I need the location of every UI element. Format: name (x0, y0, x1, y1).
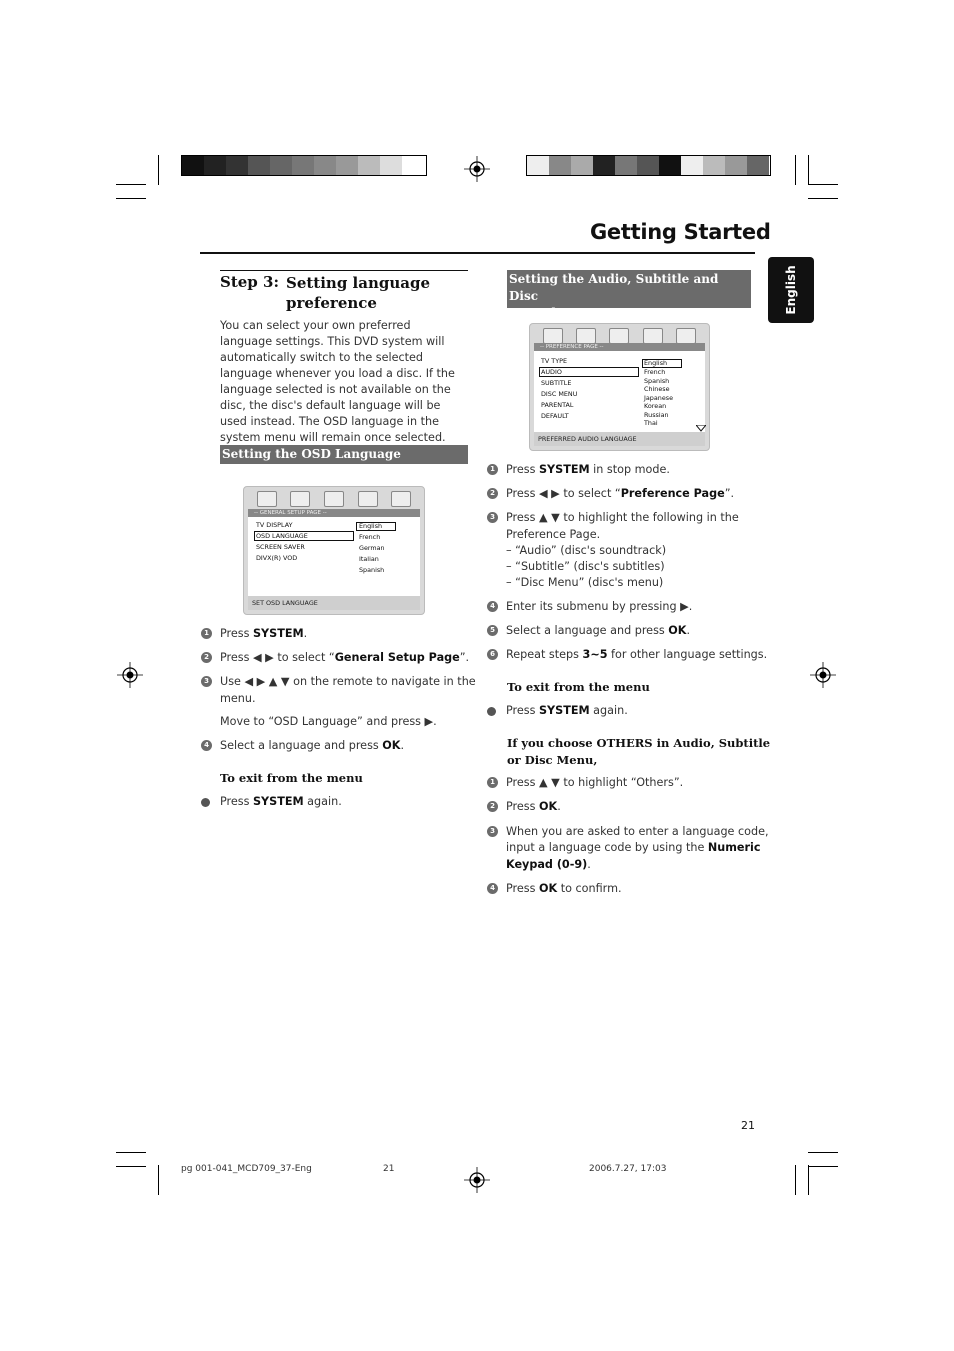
step-bullet: 5 (487, 625, 498, 636)
step-text: Select a language and press OK. (220, 739, 405, 752)
step-bullet: 3 (487, 512, 498, 523)
menu-option: Chinese (644, 385, 670, 393)
step-text-cont: – “Disc Menu” (disc's menu) (506, 576, 664, 589)
step-text: Select a language and press OK. (506, 624, 691, 637)
step-bullet: 2 (487, 801, 498, 812)
menu-item: SCREEN SAVER (256, 543, 305, 551)
crop-mark (795, 1165, 796, 1195)
menu-option: French (644, 368, 666, 376)
section-title-audio (507, 270, 751, 320)
step-bullet: 4 (487, 601, 498, 612)
intro-paragraph: You can select your own preferred language settings. This DVD system will automatically switch to the selected language whenever you load a disc. If the language selected is not available on the disc, the disc's default language will be used instead. The OSD language in the system menu will remain once selected. (220, 319, 455, 444)
menu-option: German (359, 544, 385, 552)
language-tab (768, 257, 814, 323)
registration-mark-icon (464, 1167, 490, 1193)
speaker-icon (609, 328, 629, 344)
menu-item: DIVX(R) VOD (256, 554, 298, 562)
step-text: Press ▲ ▼ to highlight “Others”. (506, 776, 684, 789)
exit-step: Press SYSTEM again. (506, 704, 628, 717)
osd-menu-screenshot (243, 486, 425, 615)
crop-mark (158, 155, 159, 185)
footer-page: 21 (383, 1164, 395, 1174)
menu-item: DEFAULT (541, 412, 569, 420)
step-title: Setting language preference (286, 274, 431, 312)
step-text-move: Move to “OSD Language” and press ▶. (220, 715, 437, 728)
tv-icon (543, 328, 563, 344)
section-title-osd: Setting the OSD Language (220, 445, 468, 464)
bullet-dot (487, 707, 496, 716)
step-text-cont: Keypad (0-9). (506, 858, 591, 871)
picture-icon (358, 491, 378, 507)
step-text: When you are asked to enter a language code, (506, 825, 769, 838)
step-text-cont: – “Subtitle” (disc's subtitles) (506, 560, 665, 573)
menu-body (248, 517, 420, 599)
menu-footer: SET OSD LANGUAGE (248, 596, 420, 610)
color-bar-left (181, 155, 427, 176)
menu-option: Spanish (644, 377, 670, 385)
step-text: Press OK to confirm. (506, 882, 622, 895)
menu-header: -- GENERAL SETUP PAGE -- (248, 509, 420, 517)
step-text: Press OK. (506, 800, 561, 813)
exit-heading: To exit from the menu (220, 771, 363, 785)
footer-file: pg 001-041_MCD709_37-Eng (181, 1164, 312, 1174)
registration-mark-icon (117, 662, 143, 688)
audio-icon (576, 328, 596, 344)
crop-mark (116, 198, 146, 199)
step-text-cont: menu. (220, 692, 256, 705)
crop-mark (116, 1152, 146, 1153)
registration-mark-icon (464, 156, 490, 182)
crop-mark (808, 155, 809, 185)
menu-item: AUDIO (541, 368, 562, 376)
step-text: Repeat steps 3~5 for other language settings. (506, 648, 768, 661)
tv-icon (257, 491, 277, 507)
step-bullet: 2 (201, 652, 212, 663)
menu-option: English (644, 359, 668, 367)
step-bullet: 4 (487, 883, 498, 894)
step-text: Enter its submenu by pressing ▶. (506, 600, 693, 613)
crop-mark (808, 1166, 838, 1167)
menu-option: Japanese (644, 394, 674, 402)
title-rule (200, 252, 755, 254)
step-text: Press ◀ ▶ to select “Preference Page”. (506, 487, 735, 500)
menu-footer: PREFERRED AUDIO LANGUAGE (534, 432, 705, 446)
step-text: Press SYSTEM. (220, 627, 308, 640)
step-bullet: 1 (487, 777, 498, 788)
step-text-cont: Preference Page. (506, 528, 601, 541)
step-bullet: 6 (487, 649, 498, 660)
menu-option: Italian (359, 555, 379, 563)
lock-icon (391, 491, 411, 507)
step-bullet: 2 (487, 488, 498, 499)
crop-mark (808, 1152, 838, 1153)
menu-item: SUBTITLE (541, 379, 572, 387)
others-heading-line: If you choose OTHERS in Audio, Subtitle (507, 736, 771, 750)
section-title-line: Menu language (509, 306, 614, 320)
speaker-icon (324, 491, 344, 507)
crop-mark (795, 155, 796, 185)
preference-menu-screenshot (529, 323, 710, 451)
menu-option: French (359, 533, 381, 541)
others-heading (507, 735, 770, 769)
step-text: Use ◀ ▶ ▲ ▼ on the remote to navigate in the (220, 675, 476, 688)
crop-mark (808, 198, 838, 199)
registration-mark-icon (810, 662, 836, 688)
page-title: Getting Started (590, 220, 771, 244)
crop-mark (808, 184, 838, 185)
step-text: Press SYSTEM in stop mode. (506, 463, 670, 476)
page-number: 21 (741, 1119, 755, 1132)
step-text-cont: input a language code by using the Numeric (506, 841, 761, 854)
step-heading (220, 270, 468, 313)
menu-item: PARENTAL (541, 401, 574, 409)
step-bullet: 1 (487, 464, 498, 475)
menu-item: DISC MENU (541, 390, 578, 398)
crop-mark (116, 1166, 146, 1167)
menu-option: Russian (644, 411, 669, 419)
step-text-cont: – “Audio” (disc's soundtrack) (506, 544, 667, 557)
others-heading-line: or Disc Menu, (507, 753, 598, 767)
menu-header: -- PREFERENCE PAGE -- (534, 343, 705, 351)
menu-item: TV DISPLAY (256, 521, 293, 529)
color-bar-right (526, 155, 771, 176)
scroll-down-icon (696, 425, 706, 432)
menu-option: Spanish (359, 566, 385, 574)
menu-option: Korean (644, 402, 667, 410)
step-bullet: 1 (201, 628, 212, 639)
exit-heading: To exit from the menu (507, 680, 650, 694)
picture-icon (643, 328, 663, 344)
step-text: Press ▲ ▼ to highlight the following in the (506, 511, 739, 524)
menu-option: English (359, 522, 383, 530)
step-text: Press ◀ ▶ to select “General Setup Page”. (220, 651, 470, 664)
footer-date: 2006.7.27, 17:03 (589, 1164, 667, 1174)
section-title-line: Setting the Audio, Subtitle and Disc (509, 272, 719, 303)
crop-mark (158, 1165, 159, 1195)
step-bullet: 4 (201, 740, 212, 751)
menu-item: OSD LANGUAGE (256, 532, 308, 540)
menu-item: TV TYPE (541, 357, 568, 365)
bullet-dot (201, 798, 210, 807)
step-number: Step 3: (220, 273, 279, 291)
menu-body (534, 351, 705, 433)
step-bullet: 3 (487, 826, 498, 837)
step-bullet: 3 (201, 676, 212, 687)
language-tab-label: English (784, 265, 798, 315)
exit-step: Press SYSTEM again. (220, 795, 342, 808)
menu-icon-row (250, 491, 418, 509)
lock-icon (676, 328, 696, 344)
crop-mark (808, 1165, 809, 1195)
audio-icon (290, 491, 310, 507)
crop-mark (116, 184, 146, 185)
menu-option: Thai (644, 419, 658, 427)
